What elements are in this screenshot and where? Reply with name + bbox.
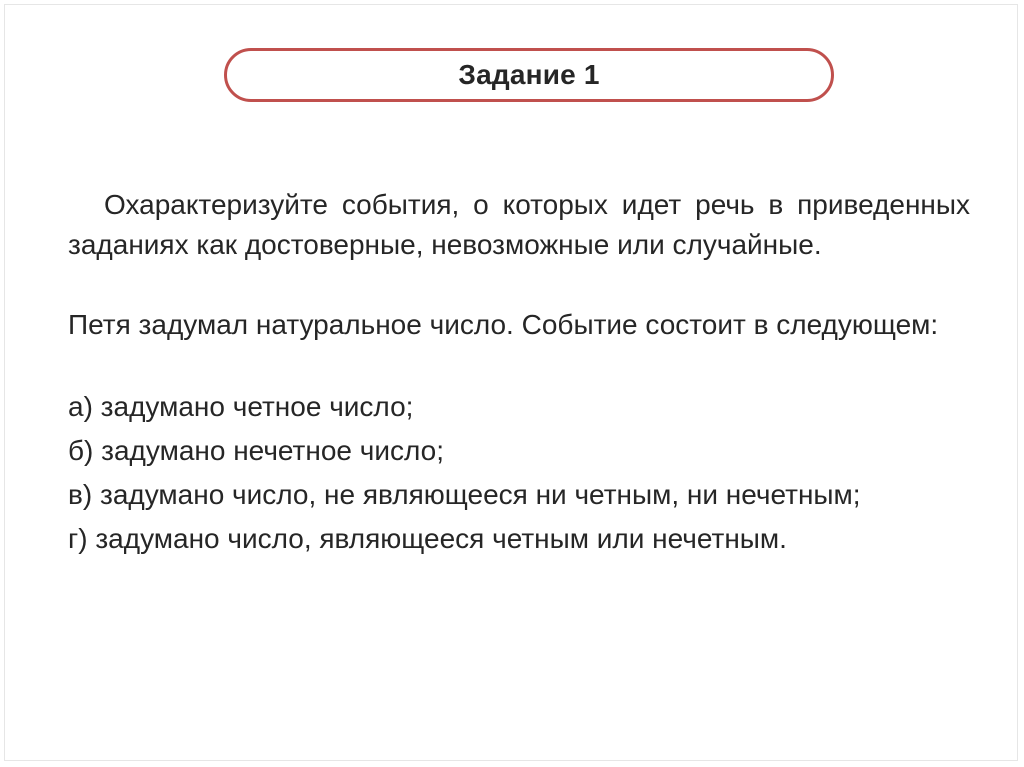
slide-body (68, 185, 970, 561)
slide (4, 4, 1018, 761)
list-item: б) задумано нечетное число; (68, 435, 444, 466)
title-frame (224, 48, 834, 102)
instruction-paragraph: Охарактеризуйте события, о которых идет речь в приведенных заданиях как достоверные, невозможные или случайные. (68, 189, 970, 260)
list-item: в) задумано число, не являющееся ни четным, ни нечетным; (68, 479, 861, 510)
problem-paragraph: Петя задумал натуральное число. Событие состоит в следующем: (68, 309, 939, 340)
slide-title: Задание 1 (458, 59, 600, 90)
answer-list (68, 385, 970, 561)
list-item: г) задумано число, являющееся четным или нечетным. (68, 523, 787, 554)
list-item: а) задумано четное число; (68, 391, 414, 422)
